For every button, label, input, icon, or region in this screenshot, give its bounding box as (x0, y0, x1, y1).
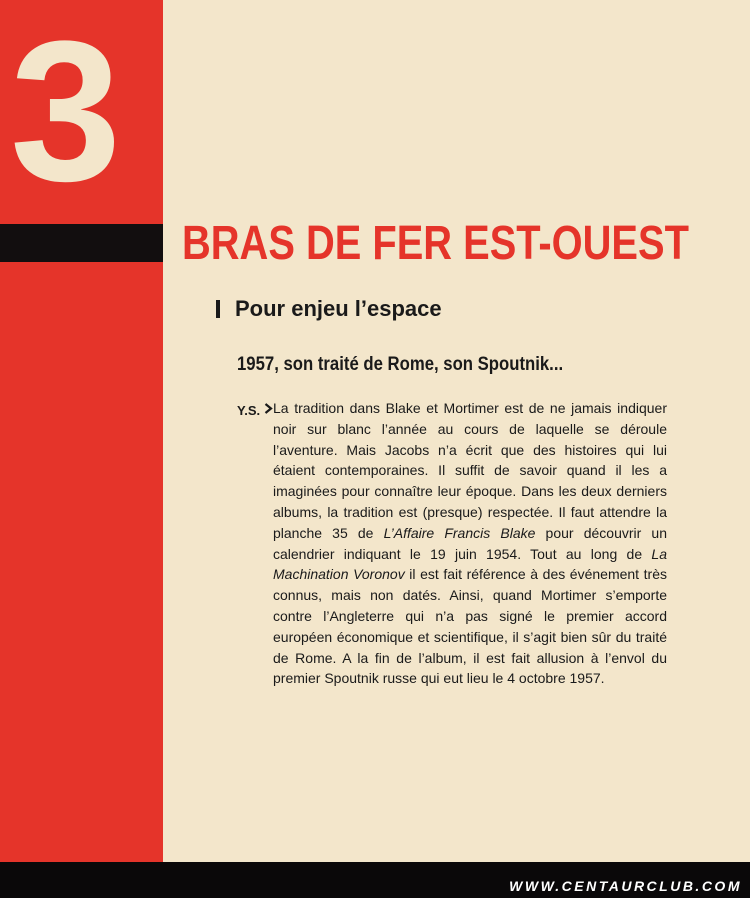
section-heading (216, 296, 442, 322)
chapter-divider-bar (0, 224, 163, 262)
interview-paragraph (273, 398, 667, 689)
paragraph-text: il est fait référence à des événement très connus, mais non datés. Ainsi, quand Mortimer s’emporte contre l’Angleterre qui n’a pas signé le premier accord européen économique et scientifique, il s’agit bien sûr du traité de Rome. A la fin de l’album, il est fait allusion à l’envol du premier Spoutnik russe qui eut lieu le 4 octobre 1957. (273, 566, 667, 687)
speaker-tag (237, 401, 273, 419)
speaker-label: Y.S. (237, 402, 261, 418)
album-title-italic: L’Affaire Francis Blake (383, 524, 536, 541)
website-url: WWW.CENTAURCLUB.COM (509, 878, 742, 894)
chevron-right-icon (264, 401, 273, 419)
chapter-title: BRAS DE FER EST-OUEST (182, 217, 689, 270)
chapter-number: 3 (10, 0, 118, 223)
album-title-italic: La Machination Voronov (273, 545, 667, 583)
paragraph-text: pour découvrir un calendrier indiquant le 19 juin 1954. Tout au long de (273, 524, 667, 562)
section-title: Pour enjeu l’espace (235, 296, 442, 321)
section-marker-icon (216, 300, 220, 318)
subsection-title: 1957, son traité de Rome, son Spoutnik... (237, 354, 564, 375)
paragraph-text: La tradition dans Blake et Mortimer est de ne jamais indiquer noir sur blanc l’année au cours de laquelle se déroule l’aventure. Mais Jacobs n’a écrit que des histoires qui lui étaient contemporaines. Il suffit de savoir quand il les a imaginées pour connaître leur époque. Dans les deux derniers albums, la tradition est (presque) respectée. Il faut attendre la planche 35 de (273, 400, 667, 541)
